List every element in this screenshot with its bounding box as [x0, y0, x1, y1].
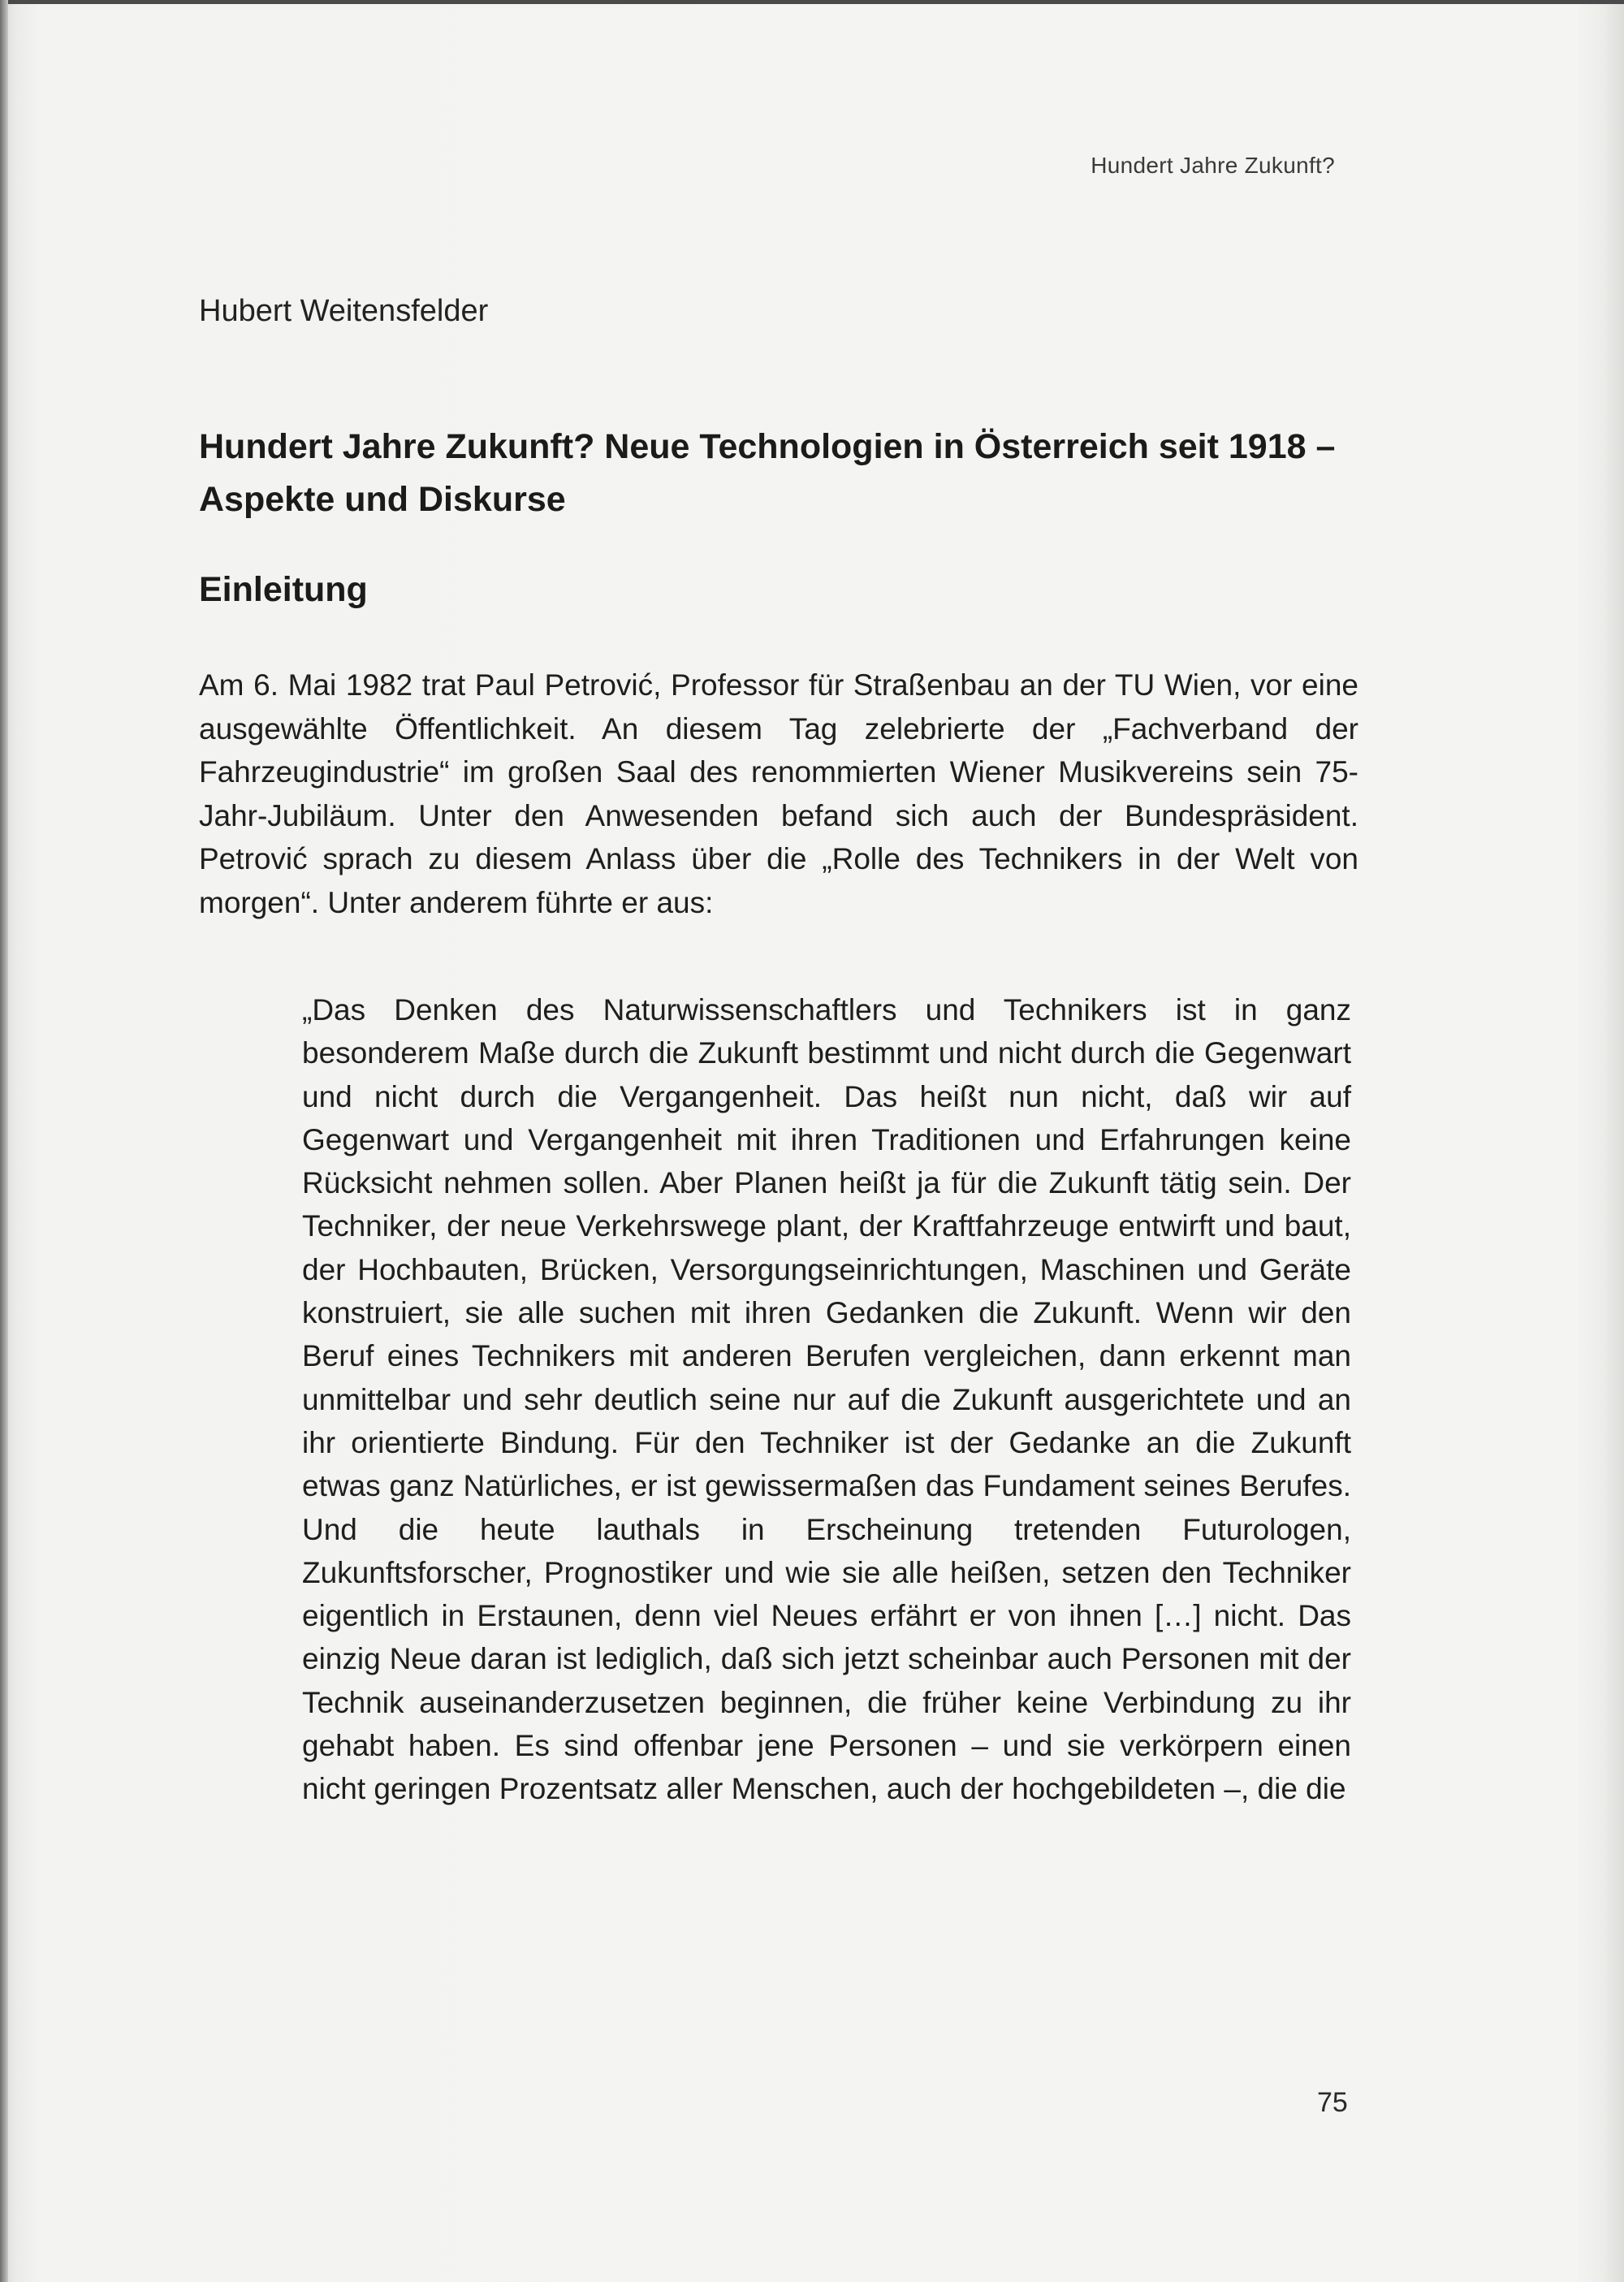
page-binding-shadow: [0, 0, 8, 2282]
page-number: 75: [1317, 2087, 1348, 2118]
block-quote: „Das Denken des Naturwissenschaftlers und Technikers ist in ganz besonderem Maße durch die Zukunft bestimmt und nicht durch die Gegenwart und nicht durch die Vergangenheit. Das heißt nun nicht, daß wir auf Gegenwart und Vergangenheit mit ihren Traditionen und Erfahrungen keine Rücksicht nehmen sollen. Aber Planen heißt ja für die Zukunft tätig sein. Der Techniker, der neue Verkehrswege plant, der Kraftfahrzeuge entwirft und baut, der Hochbauten, Brücken, Versorgungseinrichtungen, Maschinen und Geräte konstruiert, sie alle suchen mit ihren Gedanken die Zukunft. Wenn wir den Beruf eines Technikers mit anderen Berufen vergleichen, dann erkennt man unmittelbar und sehr deutlich seine nur auf die Zukunft ausgerichtete und an ihr orientierte Bindung. Für den Techniker ist der Gedanke an die Zukunft etwas ganz Natürliches, er ist gewissermaßen das Fundament seines Berufes. Und die heute lauthals in Erscheinung tretenden Futurologen, Zukunftsforscher, Prognostiker und wie sie alle heißen, setzen den Techniker eigentlich in Erstaunen, denn viel Neues erfährt er von ihnen […] nicht. Das einzig Neue daran ist lediglich, daß sich jetzt scheinbar auch Personen mit der Technik auseinanderzusetzen beginnen, die früher keine Verbindung zu ihr gehabt haben. Es sind offenbar jene Personen – und sie verkörpern einen nicht geringen Prozentsatz aller Menschen, auch der hochgebildeten –, die die: [302, 993, 1351, 1806]
page-top-edge: [0, 0, 1624, 4]
running-head: Hundert Jahre Zukunft?: [1091, 153, 1335, 178]
author-name: Hubert Weitensfelder: [199, 294, 489, 328]
section-heading: Einleitung: [199, 570, 368, 609]
intro-paragraph: Am 6. Mai 1982 trat Paul Petrović, Professor für Straßenbau an der TU Wien, vor eine ausgewählte Öffentlichkeit. An diesem Tag zelebrierte der „Fachverband der Fahrzeugindustrie“ im großen Saal des renommierten Wiener Musikvereins sein 75-Jahr-Jubiläum. Unter den Anwesenden befand sich auch der Bundespräsident. Petrović sprach zu diesem Anlass über die „Rolle des Technikers in der Welt von morgen“. Unter anderem führte er aus:: [199, 668, 1358, 919]
chapter-title: Hundert Jahre Zukunft? Neue Technologien in Österreich seit 1918 – Aspekte und Diskurse: [199, 427, 1336, 519]
